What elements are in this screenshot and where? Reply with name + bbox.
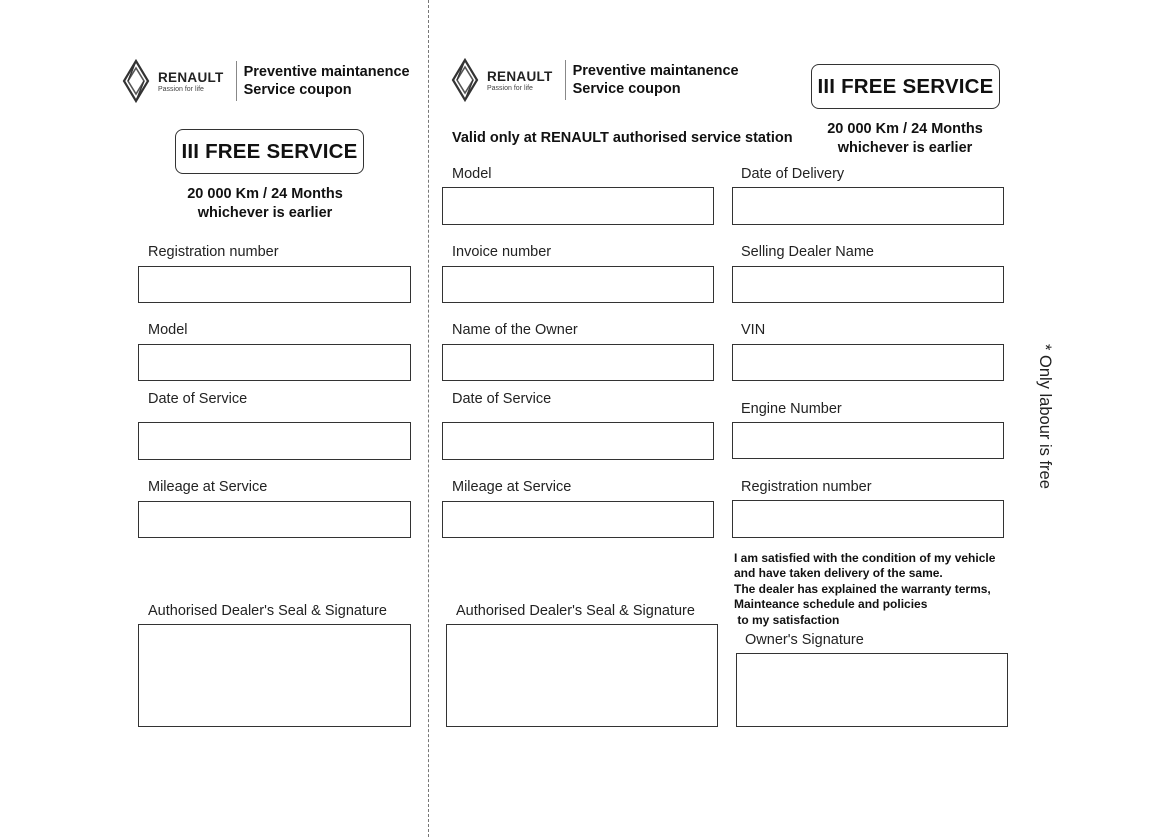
service-limit-line1: 20 000 Km / 24 Months bbox=[187, 186, 343, 202]
labour-free-note: * Only labour is free bbox=[1036, 344, 1054, 489]
registration-number-label: Registration number bbox=[148, 244, 279, 260]
coupon-dealer-seal-box[interactable] bbox=[446, 624, 718, 727]
registration-number-field[interactable] bbox=[138, 266, 411, 303]
engine-number-field[interactable] bbox=[732, 422, 1004, 459]
coupon-model-label: Model bbox=[452, 166, 492, 182]
invoice-number-label: Invoice number bbox=[452, 244, 552, 260]
renault-logo-left bbox=[118, 57, 410, 105]
service-limit-line2: whichever is earlier bbox=[837, 140, 973, 156]
owner-name-label: Name of the Owner bbox=[452, 322, 578, 338]
declaration-line: Mainteance schedule and policies bbox=[734, 597, 928, 612]
vin-label: VIN bbox=[741, 322, 766, 338]
date-of-delivery-label: Date of Delivery bbox=[741, 166, 845, 182]
model-label: Model bbox=[148, 322, 188, 338]
coupon-title-line1: Preventive maintanence bbox=[243, 64, 410, 80]
selling-dealer-field[interactable] bbox=[732, 266, 1004, 303]
service-limit-right bbox=[800, 120, 1010, 158]
coupon-title bbox=[244, 63, 410, 99]
coupon-model-field[interactable] bbox=[442, 187, 714, 225]
service-limit-line1: 20 000 Km / 24 Months bbox=[827, 121, 983, 137]
dealer-seal-label: Authorised Dealer's Seal & Signature bbox=[148, 603, 387, 619]
service-limit-line2: whichever is earlier bbox=[197, 205, 333, 221]
vin-field[interactable] bbox=[732, 344, 1004, 381]
renault-diamond-icon bbox=[447, 58, 483, 102]
brand-name: RENAULT bbox=[158, 69, 224, 85]
brand-name: RENAULT bbox=[487, 68, 553, 84]
coupon-registration-label: Registration number bbox=[741, 479, 872, 495]
brand-tagline: Passion for life bbox=[158, 85, 204, 93]
invoice-number-field[interactable] bbox=[442, 266, 714, 303]
selling-dealer-label: Selling Dealer Name bbox=[741, 244, 874, 260]
owner-signature-label: Owner's Signature bbox=[745, 632, 864, 648]
perforation-line bbox=[428, 0, 429, 837]
declaration-line: to my satisfaction bbox=[734, 612, 840, 627]
owner-declaration bbox=[734, 551, 995, 628]
model-field[interactable] bbox=[138, 344, 411, 381]
declaration-line: I am satisfied with the condition of my vehicle bbox=[734, 551, 996, 565]
mileage-at-service-field[interactable] bbox=[138, 501, 411, 538]
coupon-mileage-field[interactable] bbox=[442, 501, 714, 538]
valid-only-note: Valid only at RENAULT authorised service station bbox=[452, 130, 793, 146]
declaration-line: The dealer has explained the warranty terms, bbox=[734, 581, 991, 596]
logo-separator bbox=[236, 61, 237, 101]
coupon-date-of-service-field[interactable] bbox=[442, 422, 714, 460]
owner-signature-box[interactable] bbox=[736, 653, 1008, 727]
coupon-dealer-seal-label: Authorised Dealer's Seal & Signature bbox=[456, 603, 695, 619]
renault-diamond-icon bbox=[118, 59, 154, 103]
coupon-title bbox=[573, 62, 739, 98]
coupon-title-line2: Service coupon bbox=[243, 82, 352, 98]
engine-number-label: Engine Number bbox=[741, 401, 842, 417]
owner-name-field[interactable] bbox=[442, 344, 714, 381]
date-of-service-label: Date of Service bbox=[148, 391, 248, 407]
coupon-mileage-label: Mileage at Service bbox=[452, 479, 572, 495]
dealer-seal-signature-box[interactable] bbox=[138, 624, 411, 727]
free-service-badge-left: III FREE SERVICE bbox=[175, 129, 364, 174]
free-service-badge-right: III FREE SERVICE bbox=[811, 64, 1000, 109]
service-limit-left bbox=[150, 185, 380, 223]
coupon-registration-field[interactable] bbox=[732, 500, 1004, 538]
brand-tagline: Passion for life bbox=[487, 84, 533, 92]
renault-logo-right bbox=[447, 56, 739, 104]
declaration-line: and have taken delivery of the same. bbox=[734, 566, 943, 581]
date-of-service-field[interactable] bbox=[138, 422, 411, 460]
date-of-delivery-field[interactable] bbox=[732, 187, 1004, 225]
coupon-title-line2: Service coupon bbox=[572, 81, 681, 97]
coupon-date-of-service-label: Date of Service bbox=[452, 391, 552, 407]
mileage-at-service-label: Mileage at Service bbox=[148, 479, 268, 495]
coupon-title-line1: Preventive maintanence bbox=[572, 63, 739, 79]
logo-separator bbox=[565, 60, 566, 100]
